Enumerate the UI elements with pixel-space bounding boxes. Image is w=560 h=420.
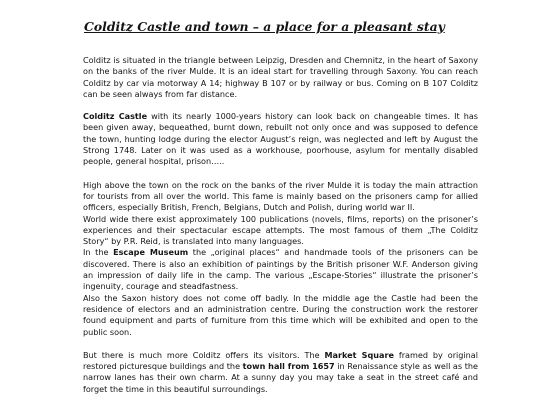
paragraph-attraction: High above the town on the rock on the banks of the river Mulde it is today the main attraction for tourists from all over the world. This fame is mainly based on the prisoners camp for allied officers, especially British, French, Belgians, Dutch and Polish, during world war II. <box>83 179 478 213</box>
museum-text-before: In the <box>83 247 114 258</box>
museum-name-bold: Escape Museum <box>113 247 189 258</box>
paragraph-escape-museum <box>83 247 478 292</box>
paragraph-castle-history <box>83 111 478 167</box>
document-body <box>83 55 478 395</box>
town-hall-bold: town hall from 1657 <box>242 361 335 372</box>
paragraph-publications: World wide there exist approximately 100 publications (novels, films, reports) on the prisoner’s experiences and their spectacular escape attempts. The most famous of them „The Colditz Story“ by P.R. Reid, is translated into many languages. <box>83 213 478 247</box>
town-text-after: in Renaissance style as well as the narrow lanes has their own charm. At a sunny day you may take a seat in the street café and forget the time in this beautiful surroundings. <box>83 361 478 394</box>
town-text-before: But there is much more Colditz offers its visitors. The <box>83 349 325 360</box>
town-text-middle: framed by original restored picturesque buildings and the <box>83 349 478 372</box>
paragraph-location: Colditz is situated in the triangle between Leipzig, Dresden and Chemnitz, in the heart of Saxony on the banks of the river Mulde. It is an ideal start for travelling through Saxony. You can reach Colditz by car via motorway A 14; highway B 107 or by railway or bus. Coming on B 107 Colditz can be seen always from far distance. <box>83 55 478 99</box>
castle-history-text: with its nearly 1000-years history can look back on changeable times. It has been given away, bequeathed, burnt down, rebuilt not only once and was supposed to defence the town, hunting lodge during the elector August’s reign, was neglected and left by August the Strong 1748. Later on it was used as a workhouse, poorhouse, asylum for mentally disabled people, general hospital, prison….. <box>83 111 478 167</box>
page-title: Colditz Castle and town – a place for a pleasant stay <box>84 19 445 34</box>
paragraph-town <box>83 350 478 395</box>
paragraph-saxon-history: Also the Saxon history does not come off badly. In the middle age the Castle had been the residence of electors and an administration centre. During the construction work the restorer found equipment and parts of furniture from this time which will be exhibited and open to the public soon. <box>83 292 478 337</box>
market-square-bold: Market Square <box>324 349 394 360</box>
castle-name-bold: Colditz Castle <box>83 111 148 122</box>
museum-text-after: the „original places“ and handmade tools of the prisoners can be discovered. There is also an exhibition of paintings by the British prisoner W.F. Anderson giving an impression of daily life in the camp. The various „Escape-Stories“ illustrate the prisoner’s ingenuity, courage and steadfastness. <box>83 247 478 292</box>
